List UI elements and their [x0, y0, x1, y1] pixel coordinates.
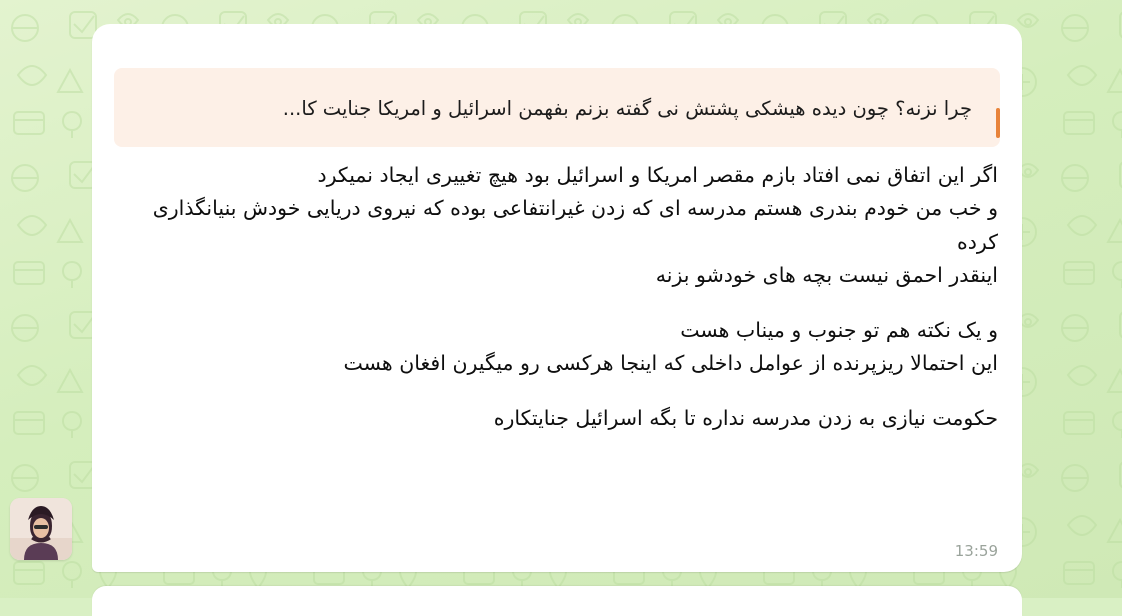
quoted-message-text: چرا نزنه؟ چون دیده هیشکی پشتش نی گفته بزنم بفهمن اسرائیل و امریکا جنایت کا...: [282, 97, 972, 120]
message-line: حکومت نیازی به زدن مدرسه نداره تا بگه اسرائیل جنایتکاره: [493, 406, 998, 431]
avatar[interactable]: [10, 498, 72, 560]
message-line: و خب من خودم بندری هستم مدرسه ای که زدن غیرانتفاعی بوده که نیروی دریایی خودش بنیانگذاری کرده: [152, 196, 998, 254]
message-line: این احتمالا ریزپرنده از عوامل داخلی که اینجا هرکسی رو میگیرن افغان هست: [343, 351, 998, 376]
message-footer: [110, 540, 1004, 562]
message-line-blank: [116, 292, 998, 314]
message-bubble[interactable]: [92, 24, 1022, 572]
message-line-blank: [116, 380, 998, 402]
message-text: [110, 155, 1004, 536]
message-line: اگر این اتفاق نمی افتاد بازم مقصر امریکا و اسرائیل بود هیچ تغییری ایجاد نمیکرد: [317, 163, 998, 188]
quote-accent-bar: [996, 108, 1000, 138]
message-line: اینقدر احمق نیست بچه های خودشو بزنه: [655, 262, 998, 287]
next-message-bubble[interactable]: [92, 586, 1022, 616]
message-line: و یک نکته هم تو جنوب و میناب هست: [680, 318, 998, 343]
message-timestamp: 13:59: [954, 542, 998, 560]
quoted-message[interactable]: [114, 68, 1000, 147]
